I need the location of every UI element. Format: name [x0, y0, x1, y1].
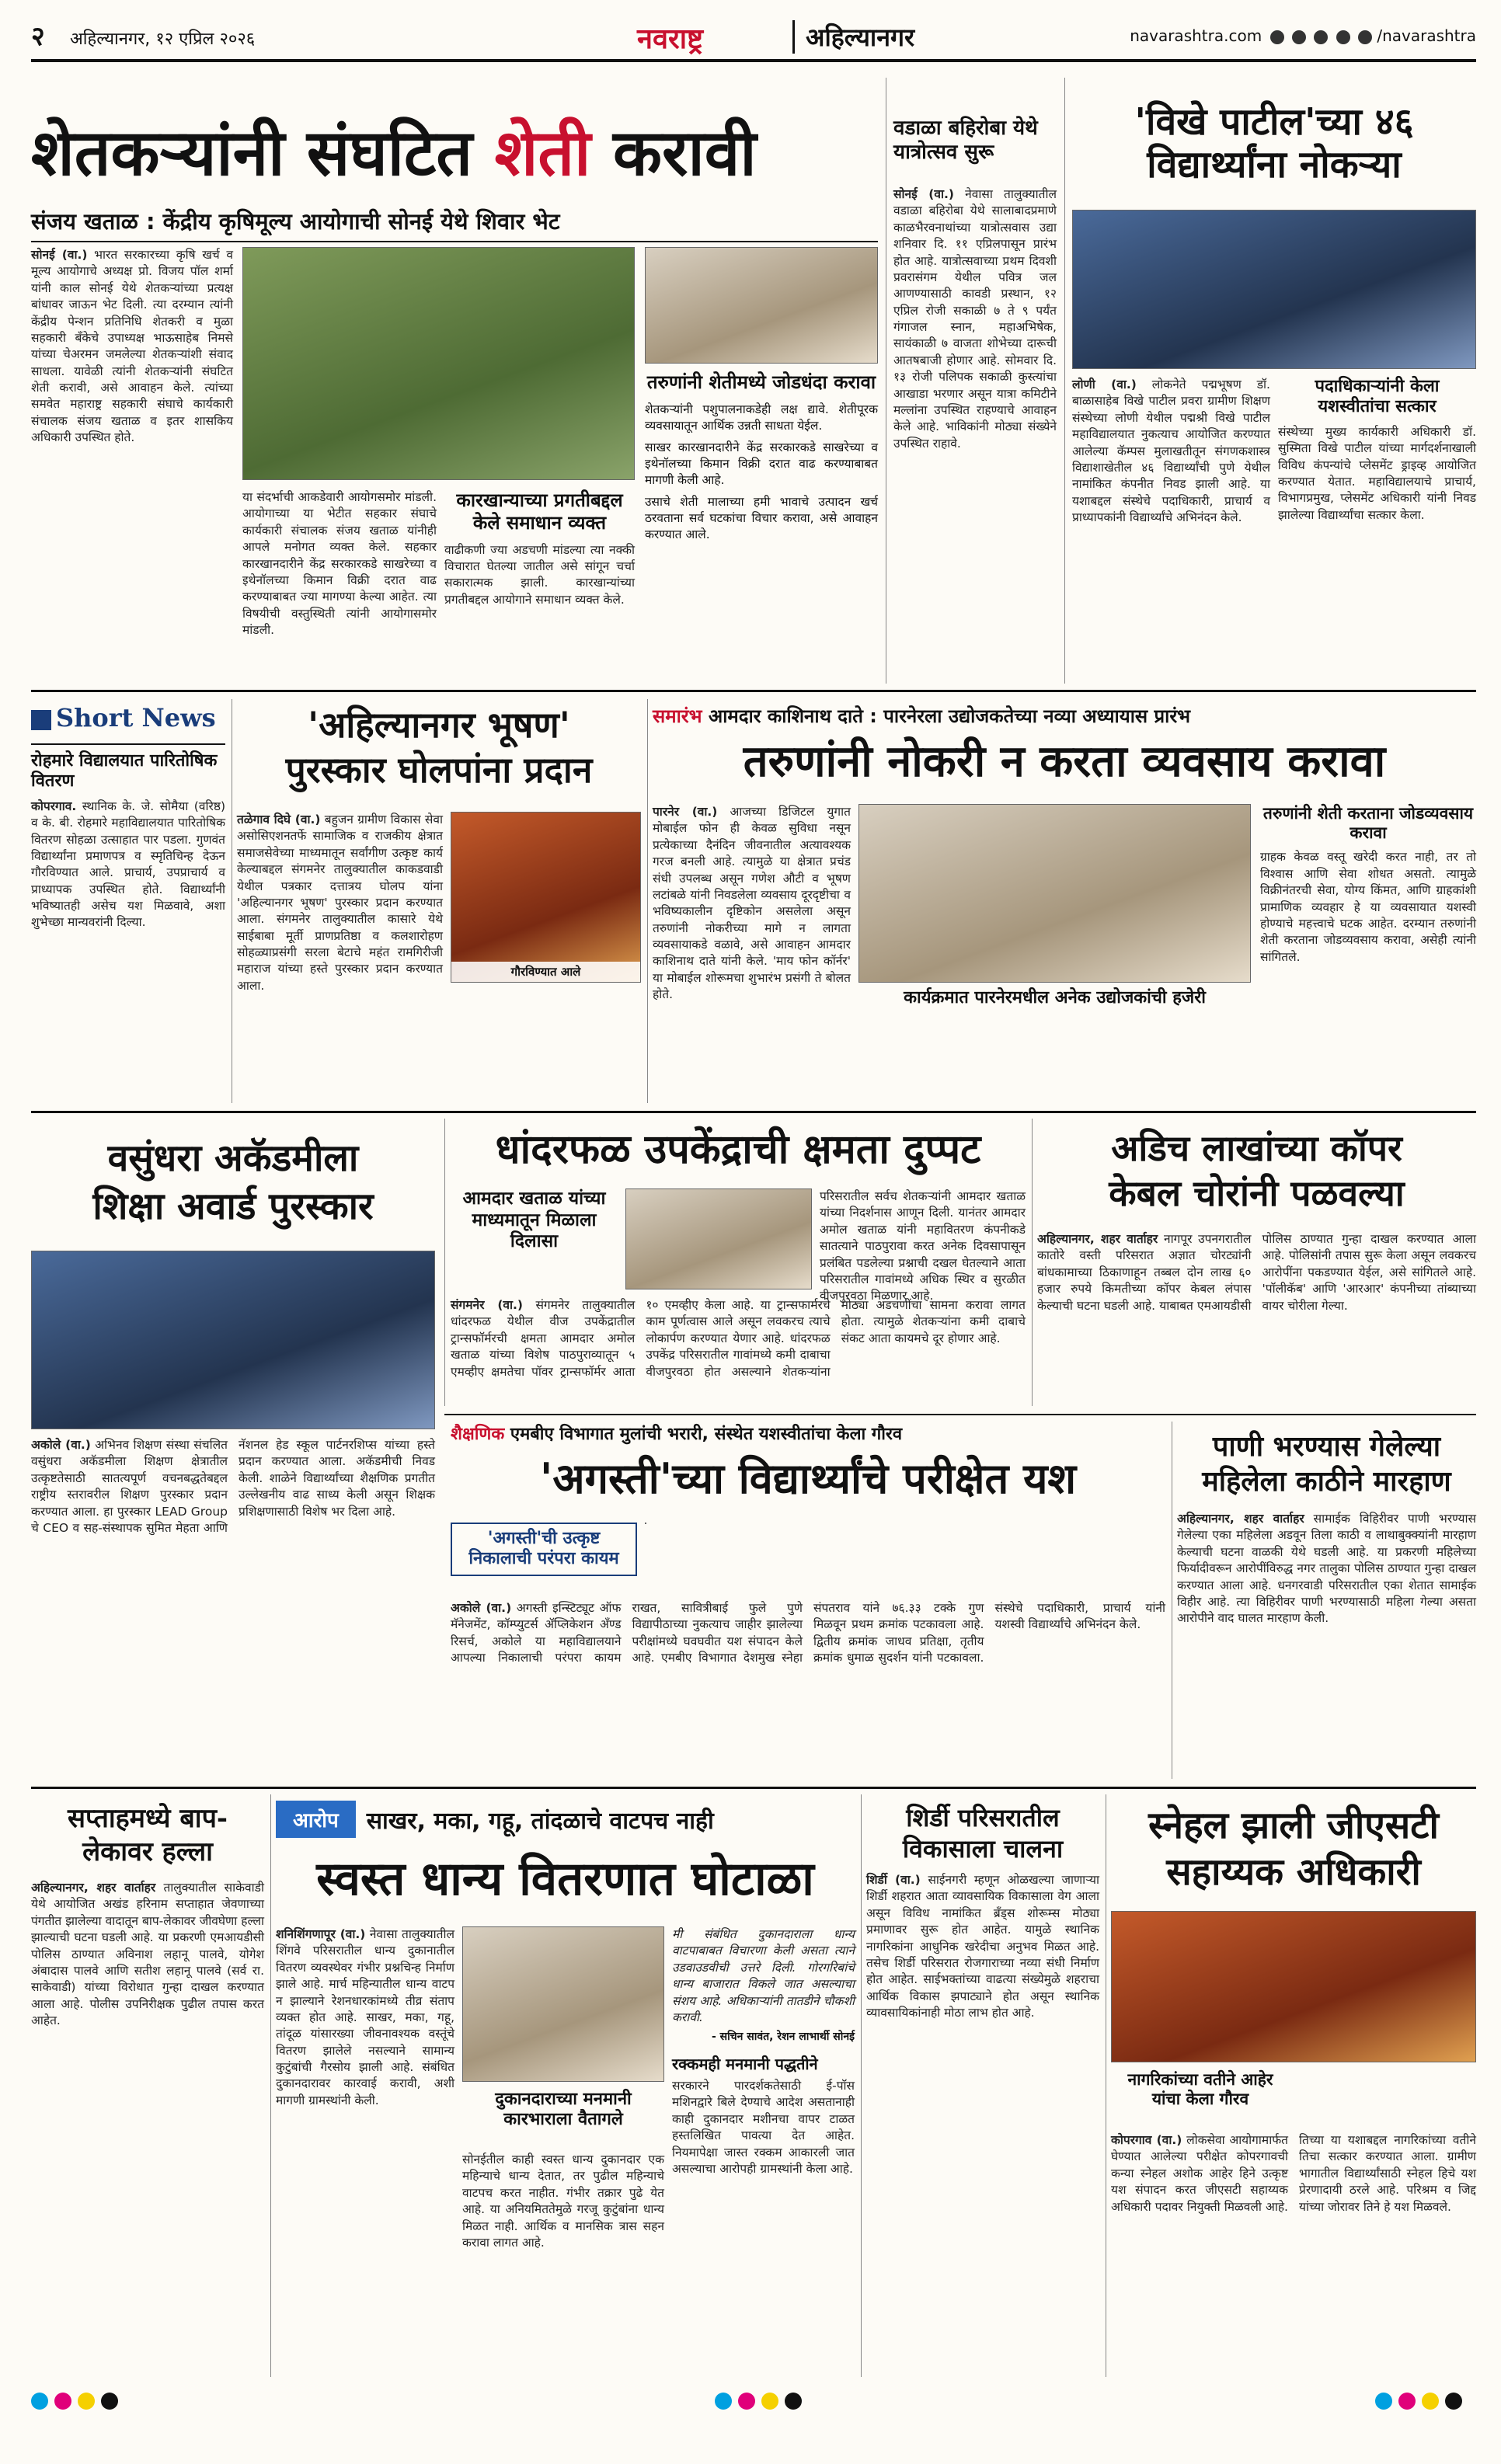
site-domain: navarashtra.com	[1130, 26, 1262, 45]
copper-title-line1: अडिच लाखांच्या कॉपर	[1111, 1127, 1402, 1169]
dhandarphal-subtitle: आमदार खताळ यांच्या माध्यमातून मिळाला दिलासा	[462, 1188, 606, 1252]
lead-headline-b: करावी	[612, 116, 757, 190]
lead-photo-field	[242, 247, 635, 480]
lead-headline-a: शेतकऱ्यांनी संघटित	[31, 116, 473, 190]
dhandarphal-text: संगमनेर तालुक्यातील धांदरफळ येथील वीज उपकेंद्रातील ट्रान्सफॉर्मरची क्षमता आमदार अमोल खताळ यांच्या विशेष पाठपुराव्यातून ५ एमव्हीए क्षमतेचा पॉवर ट्रान्सफॉर्मर आता १० एमव्हीए केला आहे. या ट्रान्सफार्मरचे काम पूर्णत्वास आले असून लवकरच त्याचे लोकार्पण करण्यात येणार आहे. धांदरफळ उपकेंद्र परिसरातील गावांमध्ये कमी दाबाचा वीजपुरवठा होत असल्याने शेतकऱ्यांना मोठ्या अडचणींचा सामना करावा लागत होता. त्यामुळे शेतकऱ्यांना कमी दाबाचे संकट आता कायमचे दूर होणार आहे.	[451, 1298, 1026, 1379]
pani-dateline: अहिल्यानगर, शहर वार्ताहर	[1177, 1512, 1304, 1526]
aarop-side	[672, 1926, 855, 2377]
bhushan-dateline: तळेगाव दिघे (वा.)	[237, 813, 321, 827]
lead-side-bullet3: उसाचे शेती मालाच्या हमी भावाचे उत्पादन खर्च ठरवताना सर्व घटकांचा विचार करावा, असे आवाहन करण्यात आले.	[645, 494, 878, 542]
yellow-dot	[1422, 2393, 1439, 2410]
vikhe-box	[1278, 377, 1476, 680]
column-rule	[270, 1794, 271, 2377]
copper-text: नागपूर उपनगरातील कातोरे वस्ती परिसरात अज्ञात चोरट्यांनी बांधकामाच्या ठिकाणाहून तब्बल दोन लाख ६० हजार रुपये किमतीच्या कॉपर केबल लंपास केल्याची घटना घडली आहे. याबाबत एमआयडीसी पोलिस ठाण्यात गुन्हा दाखल करण्यात आला आहे. पोलिसांनी तपास सुरू केला असून लवकरच आरोपींना पकडण्यात येईल, असे सांगितले आहे. 'पॉलीकॅब' आणि 'आरआर' कंपनीच्या तांब्याच्या वायर चोरीला गेल्या.	[1037, 1232, 1476, 1313]
shirdi-body	[866, 1872, 1099, 2377]
registration-marks	[1375, 2393, 1462, 2410]
bhushan-title-line1: 'अहिल्यानगर भूषण'	[308, 704, 570, 746]
lead-side-photo	[645, 247, 878, 364]
bhushan-title-line2: पुरस्कार घोलपांना प्रदान	[285, 748, 593, 791]
vasundhara-photo	[31, 1251, 435, 1429]
column-rule	[1032, 1119, 1033, 1406]
snehal-text: लोकसेवा आयोगामार्फत घेण्यात आलेल्या परीक्षेत कोपरगावची कन्या स्नेहल अशोक आहेर हिने उत्कृष्ट यश संपादन करत जीएसटी सहाय्यक अधिकारी पदावर नियुक्ती मिळवली आहे. तिच्या या यशाबद्दल नागरिकांच्या वतीने तिचा सत्कार करण्यात आला. ग्रामीण भागातील विद्यार्थ्यांसाठी स्नेहल हिचे यश प्रेरणादायी ठरले आहे. परिश्रम व जिद्द यांच्या जोरावर तिने हे यश मिळवले.	[1111, 2133, 1476, 2214]
dhandarphal-dateline: संगमनेर (वा.)	[451, 1298, 524, 1312]
samarambh-side	[1260, 804, 1476, 1103]
divider	[31, 1111, 1476, 1113]
snehal-dateline: कोपरगाव (वा.)	[1111, 2133, 1182, 2147]
aarop-box-body: सरकारने पारदर्शकतेसाठी ई-पॉस मशिनद्वारे बिले देण्याचे आदेश असतानाही काही दुकानदार मशीनचा वापर टाळत हस्तलिखित पावत्या देत आहेत. नियमापेक्षा जास्त रक्कम आकारली जात असल्याचा आरोपही ग्रामस्थांनी केला आहे.	[672, 2079, 855, 2176]
pani-title	[1177, 1429, 1476, 1499]
magenta-dot	[54, 2393, 71, 2410]
aarop-kicker-text: साखर, मका, गहू, तांदळाचे वाटपच नाही	[366, 1807, 714, 1835]
saptah-title-line1: सप्ताहमध्ये बाप-	[67, 1803, 228, 1834]
registration-marks	[31, 2393, 118, 2410]
vasundhara-text: अभिनव शिक्षण संस्था संचलित वसुंधरा अकॅडमीला शिक्षण क्षेत्रातील उत्कृष्टतेसाठी सातत्यपूर्ण वचनबद्धतेबद्दल राष्ट्रीय स्तरावरील शिक्षण पुरस्कार प्रदान करण्यात आला. हा पुरस्कार LEAD Group चे CEO व सह-संस्थापक सुमित मेहता आणि नॅशनल हेड स्कूल पार्टनरशिप्स यांच्या हस्ते प्रदान करण्यात आला. अकॅडमीची निवड केली. शाळेने विद्यार्थ्यांच्या शैक्षणिक प्रगतीत उल्लेखनीय वाढ साध्य केली असून शिक्षक प्रशिक्षणासाठी विशेष भर दिला आहे.	[31, 1438, 435, 1535]
snehal-photo-caption: नागरिकांच्या वतीने आहेर यांचा केला गौरव	[1127, 2070, 1273, 2109]
column-rule	[1064, 78, 1065, 684]
samarambh-side-title: तरुणांनी शेती करताना जोडव्यवसाय करावा	[1262, 804, 1474, 843]
facebook-icon	[1270, 30, 1284, 44]
page-number: २	[31, 21, 45, 52]
divider	[31, 690, 1476, 692]
agasti-kicker	[451, 1422, 1165, 1445]
aarop-quote-by: - सचिन सावंत, रेशन लाभार्थी सोनई	[711, 2031, 855, 2044]
saptah-title-line2: लेकावर हल्ला	[82, 1836, 213, 1867]
aarop-text: नेवासा तालुक्यातील शिंगवे परिसरातील धान्य दुकानातील वितरण व्यवस्थेवर गंभीर प्रश्नचिन्ह निर्माण झाले आहे. मार्च महिन्यातील धान्य वाटप न झाल्याने रेशनधारकांमध्ये तीव्र संताप व्यक्त होत आहे. साखर, मका, गहू, तांदूळ यांसारख्या जीवनावश्यक वस्तूंचे वितरण झालेले नसल्याने सामान्य कुटुंबांची गैरसोय झाली आहे. संबंधित दुकानदारावर कारवाई करावी, अशी मागणी ग्रामस्थांनी केली.	[276, 1927, 454, 2107]
samarambh-body	[653, 804, 851, 1103]
vikhe-box-title: पदाधिकाऱ्यांनी केला यशस्वीतांचा सत्कार	[1315, 377, 1440, 417]
shirdi-text: साईनगरी म्हणून ओळखल्या जाणाऱ्या शिर्डी शहरात आता व्यावसायिक विकासाला वेग आला असून विविध नामांकित ब्रँड्स शोरूम्स मोठ्या प्रमाणावर सुरू होत आहेत. यामुळे स्थानिक नागरिकांना आधुनिक खरेदीचा अनुभव मिळत आहे. तसेच शिर्डी परिसरात रोजगाराच्या नव्या संधी निर्माण होत आहेत. साईभक्तांच्या वाढत्या संख्येमुळे शहराचा आर्थिक विकास झपाट्याने होत असून स्थानिक व्यावसायिकांनाही मोठा लाभ होत आहे.	[866, 1873, 1099, 2020]
lead-body1: भारत सरकारच्या कृषि खर्च व मूल्य आयोगाचे अध्यक्ष प्रो. विजय पॉल शर्मा यांनी काल सोनई येथे शेतकऱ्यांच्या प्रत्यक्ष बांधावर जाऊन भेट दिली. त्या दरम्यान त्यांनी केंद्रीय पेन्शन प्रतिनिधि शेतकरी व मुळा सहकारी बँकेचे उपाध्यक्ष भाऊसाहेब निमसे यांच्या चेअरमन जमलेल्या शेतकऱ्यांशी संवाद साधला. यावेळी त्यांनी शेतकऱ्यांनी संघटित शेती करावी, असे आवाहन केले. त्यांच्या समवेत महाराष्ट्र सहकारी संघाचे कार्यकारी संचालक संजय खताळ व इतर शासकिय अधिकारी उपस्थित होते.	[31, 248, 233, 445]
bhushan-text: बहुजन ग्रामीण विकास सेवा असोसिएशनतर्फे सामाजिक व राजकीय क्षेत्रात समाजसेवेच्या माध्यमातून सर्वांगीण उत्कृष्ट कार्य केल्याबद्दल संगमनेर तालुक्यातील काकडवाडी येथील पत्रकार दत्तात्रय घोलप यांना 'अहिल्यानगर भूषण' पुरस्कार प्रदान करण्यात आला. संगमनेर तालुक्यातील कासारे येथे साईबाबा मूर्ती प्राणप्रतिष्ठा व कलशारोहण सोहळ्याप्रसंगी सरला बेटाचे महंत रामगिरीजी महाराज यांच्या हस्ते पुरस्कार प्रदान करण्यात आला.	[237, 813, 443, 993]
aarop-kicker-label: आरोप	[276, 1801, 356, 1838]
samarambh-kicker	[653, 703, 1476, 729]
pani-text: सामाईक विहिरीवर पाणी भरण्यास गेलेल्या एका महिलेला अडवून तिला काठी व लाथाबुक्क्यांनी मारहाण केल्याची घटना वाळकी येथे घडली आहे. या प्रकरणी महिलेच्या फिर्यादीवरून आरोपींविरुद्ध नगर तालुका पोलिस ठाण्यात गुन्हा दाखल करण्यात आला आहे. धनगरवाडी परिसरातील एका शेतात सामाईक विहीर आहे. त्या विहिरीवर पाणी भरण्यासाठी महिला गेल्या असता आरोपीने वाद घालत मारहाण केली.	[1177, 1512, 1476, 1626]
vasundhara-title-line1: वसुंधरा अकॅडमीला	[107, 1136, 359, 1180]
copper-title	[1037, 1126, 1476, 1216]
aarop-photo	[462, 1926, 664, 2082]
site-url	[1130, 26, 1476, 45]
section-name: अहिल्यानगर	[792, 20, 914, 54]
vasundhara-body	[31, 1437, 435, 1779]
vasundhara-dateline: अकोले (वा.)	[31, 1438, 91, 1452]
cyan-dot	[31, 2393, 48, 2410]
black-dot	[1445, 2393, 1462, 2410]
vikhe-text: लोकनेते पद्मभूषण डॉ. बाळासाहेब विखे पाटील प्रवरा ग्रामीण शिक्षण संस्थेच्या लोणी येथील पद्मश्री विखे पाटील महाविद्यालयात नुकत्याच आयोजित करण्यात आलेल्या कॅम्पस मुलाखतीतून संगणकशास्त्र विद्याशाखेतील ४६ विद्यार्थ्यांची पुणे येथील नामांकित कंपनीत निवड झाली आहे. या यशाबद्दल संस्थेचे पदाधिकारी, प्राचार्य व प्राध्यापकांनी विद्यार्थ्यांचे अभिनंदन केले.	[1072, 378, 1270, 524]
bhushan-photo-caption: गौरविण्यात आले	[451, 962, 640, 982]
cyan-dot	[1375, 2393, 1392, 2410]
shirdi-title-line1: शिर्डी परिसरातील	[906, 1803, 1060, 1832]
copper-dateline: अहिल्यानगर, शहर वार्ताहर	[1037, 1232, 1158, 1246]
aarop-box-title: रक्कमही मनमानी पद्धतीने	[672, 2055, 818, 2074]
dhandarphal-body2: परिसरातील सर्वच शेतकऱ्यांनी आमदार खताळ यांच्या निदर्शनास आणून दिली. यानंतर आमदार अमोल खताळ यांनी महावितरण कंपनीकडे सातत्याने पाठपुरावा करत अनेक दिवसापासून प्रलंबित पडलेल्या प्रश्नाची दखल घेतल्याने आता परिसरातील गावांमध्ये अधिक स्थिर व सुरळीत वीजपुरवठा मिळणार आहे.	[820, 1189, 1026, 1303]
wadala-body	[893, 186, 1057, 680]
vasundhara-title	[31, 1134, 435, 1231]
twitter-icon	[1292, 30, 1306, 44]
agasti-title: 'अगस्ती'च्या विद्यार्थ्यांचे परीक्षेत यश	[539, 1453, 1077, 1503]
vikhe-title: 'विखे पाटील'च्या ४६ विद्यार्थ्यांना नोकऱ्या	[1134, 100, 1414, 187]
column-rule	[861, 1794, 862, 2377]
lead-side-title: तरुणांनी शेतीमध्ये जोडधंदा करावा	[646, 371, 876, 393]
lead-side-bullet1: शेतकऱ्यांनी पशुपालनाकडेही लक्ष द्यावे. शेतीपूरक व्यवसायातून आर्थिक उन्नती साधता येईल.	[645, 402, 878, 433]
snehal-title-line2: सहाय्यक अधिकारी	[1166, 1850, 1421, 1894]
dhandarphal-title: धांदरफळ उपकेंद्राची क्षमता दुप्पट	[495, 1126, 981, 1173]
divider	[444, 1414, 1476, 1415]
samarambh-title: तरुणांनी नोकरी न करता व्यवसाय करावा	[743, 736, 1386, 787]
magenta-dot	[1398, 2393, 1416, 2410]
yellow-dot	[761, 2393, 778, 2410]
black-dot	[785, 2393, 802, 2410]
vikhe-box-body: संस्थेच्या मुख्य कार्यकारी अधिकारी डॉ. सुस्मिता विखे पाटील यांच्या मार्गदर्शनाखाली विविध कंपन्यांचे प्लेसमेंट ड्राइव्ह आयोजित करण्यात येतात. महाविद्यालयाचे प्राचार्य, विभागप्रमुख, प्लेसमेंट अधिकारी यांनी निवड झालेल्या विद्यार्थ्यांचा सत्कार केला.	[1278, 424, 1476, 522]
agasti-text: अगस्ती इन्स्टिट्यूट ऑफ मॅनेजमेंट, कॉम्प्युटर्स ॲप्लिकेशन अँण्ड रिसर्च, अकोले या महाविद्यालयाने आपल्या निकालाची परंपरा कायम राखत, सावित्रीबाई फुले पुणे विद्यापीठाच्या नुकत्याच जाहीर झालेल्या परीक्षांमध्ये घवघवीत यश संपादन केले आहे. एमबीए विभागात देशमुख स्नेहा संपतराव यांने ७६.३३ टक्के गुण मिळवून प्रथम क्रमांक पटकावला आहे. द्वितीय क्रमांक जाधव प्रतिक्षा, तृतीय क्रमांक धुमाळ सुदर्शन यांनी पटकावला. संस्थेचे पदाधिकारी, प्राचार्य यांनी यशस्वी विद्यार्थ्यांचे अभिनंदन केले.	[451, 1601, 1165, 1665]
lead-photo-caption-box	[444, 489, 635, 643]
aarop-title: स्वस्त धान्य वितरणात घोटाळा	[316, 1852, 814, 1906]
short-news	[31, 703, 225, 1103]
short-news-title: रोहमारे विद्यालयात पारितोषिक वितरण	[31, 743, 225, 792]
copper-title-line2: केबल चोरांनी पळवल्या	[1109, 1171, 1405, 1214]
aarop-body	[276, 1926, 454, 2377]
snehal-photo	[1111, 1911, 1476, 2062]
paper-logo: नवराष्ट्र	[637, 23, 704, 55]
saptah-dateline: अहिल्यानगर, शहर वार्ताहर	[31, 1881, 156, 1895]
samarambh-side-body: ग्राहक केवळ वस्तू खरेदी करत नाही, तर तो विश्वास आणि सेवा शोधत असतो. त्यामुळे विक्रीनंतरची सेवा, योग्य किंमत, आणि ग्राहकांशी प्रामाणिक व्यवहार हे या व्यवसायात यशस्वी होण्याचे महत्त्वाचे घटक आहेत. दरम्यान तरुणांनी शेती करताना जोडव्यवसाय करावा, असेही त्यांनी सांगितले.	[1260, 850, 1476, 964]
agasti-kicker-label: शैक्षणिक	[451, 1425, 505, 1444]
registration-marks	[715, 2393, 802, 2410]
instagram-icon	[1314, 30, 1328, 44]
column-rule	[647, 699, 648, 1103]
lead-subhead: संजय खताळ : केंद्रीय कृषिमूल्य आयोगाची सोनई येथे शिवार भेट	[31, 208, 560, 235]
wadala-text: नेवासा तालुक्यातील वडाळा बहिरोबा येथे सालाबादप्रमाणे काळभैरवनाथांच्या यात्रोत्सवास उद्या शनिवार दि. ११ एप्रिलपासून प्रारंभ होत आहे. यात्रोत्सवाच्या प्रथम दिवशी प्रवरासंगम येथील पवित्र जल आणण्यासाठी कावडी प्रस्थान, १२ एप्रिल रोजी सकाळी ७ ते ९ पर्यंत गंगाजल स्नान, महाअभिषेक, सायंकाळी ७ वाजता शोभेच्या दारूची आतषबाजी होणार आहे. सोमवार दि. १३ रोजी पलिपक सकाळी कुस्त्यांचा आखाडा भरणार असून यात्रा कमिटीने मल्लांना उपस्थित राहण्याचे आवाहन केले आहे. भाविकांनी मोठ्या संख्येने उपस्थित राहावे.	[893, 187, 1057, 451]
bhushan-body	[237, 812, 443, 1103]
wadala-title: वडाळा बहिरोबा येथे यात्रोत्सव सुरू	[893, 117, 1038, 165]
agasti-spacer	[645, 1523, 646, 1524]
shirdi-title-line2: विकासाला चालना	[902, 1834, 1064, 1864]
column-rule	[444, 1119, 445, 1406]
social-handle: /navarashtra	[1377, 26, 1476, 45]
agasti-dateline: अकोले (वा.)	[451, 1601, 512, 1615]
short-news-body	[31, 799, 225, 931]
samarambh-kicker-text: आमदार काशिनाथ दाते : पारनेरला उद्योजकतेच्या नव्या अध्यायास प्रारंभ	[708, 705, 1191, 727]
samarambh-text: आजच्या डिजिटल युगात मोबाईल फोन ही केवळ सुविधा नसून प्रत्येकाच्या दैनंदिन जीवनातील अत्यावश्यक गरज बनली आहे. त्यामुळे या क्षेत्रात प्रचंड संधी उपलब्ध असून गणेश औटी व भूषण लटांबळे यांनी निवडलेला व्यवसाय दूरदृष्टीचा व भविष्यकालीन दृष्टिकोन असलेला असून तरुणांनी नोकरीच्या मागे न लागता व्यवसायाकडे वळावे, असे आवाहन आमदार काशिनाथ दाते यांनी केले. 'माय फोन कॉर्नर' या मोबाईल शोरूमचा शुभारंभ प्रसंगी ते बोलत होते.	[653, 805, 851, 1002]
aarop-photo-caption: दुकानदाराच्या मनमानी कारभाराला वैतागले	[495, 2090, 632, 2130]
magenta-dot	[738, 2393, 755, 2410]
snehal-body	[1111, 2132, 1476, 2377]
short-news-label	[31, 703, 225, 733]
lead-side	[645, 247, 878, 678]
linkedin-icon	[1358, 30, 1372, 44]
copper-body	[1037, 1231, 1476, 1406]
short-news-label-text: Short News	[56, 703, 216, 733]
vasundhara-title-line2: शिक्षा अवार्ड पुरस्कार	[92, 1185, 374, 1229]
short-news-icon	[31, 710, 51, 730]
black-dot	[101, 2393, 118, 2410]
aarop-quote: मी संबंधित दुकानदाराला धान्य वाटपाबाबत विचारणा केली असता त्याने उडवाउडवीची उत्तरे दिली. गोरगरिबांचे धान्य बाजारात विकले जात असल्याचा संशय आहे. अधिकाऱ्यांनी तातडीने चौकशी करावी.	[672, 1927, 855, 2024]
lead-body-col3: वाढीकणी ज्या अडचणी मांडल्या त्या नक्की विचारात घेतल्या जातील असे सांगून चर्चा सकारात्मक झाली. कारखान्यांच्या प्रगतीबद्दल आयोगाने समाधान व्यक्त केले.	[444, 542, 635, 607]
cyan-dot	[715, 2393, 732, 2410]
saptah-title	[31, 1802, 264, 1868]
saptah-body	[31, 1880, 264, 2377]
snehal-title-line1: स्नेहल झाली जीएसटी	[1148, 1804, 1439, 1847]
saptah-text: तालुक्यातील साकेवाडी येथे आयोजित अखंड हरिनाम सप्ताहात जेवणाच्या पंगतीत झालेल्या वादातून बाप-लेकावर जीवघेणा हल्ला झाल्याची घटना घडली आहे. या प्रकरणी एमआयडीसी पोलिस ठाण्यात अविनाश लहानू पालवे, योगेश अंबादास पालवे आणि सतीश लहानू पालवे (सर्व रा. साकेवाडी) यांच्या विरोधात गुन्हा दाखल करण्यात आला आहे. पोलीस उपनिरीक्षक पुढील तपास करत आहेत.	[31, 1881, 264, 2027]
aarop-kicker	[276, 1801, 855, 1838]
pani-title-line2: महिलेला काठीने मारहाण	[1202, 1465, 1451, 1498]
lead-headline-red: शेती	[494, 116, 591, 190]
agasti-body	[451, 1600, 1165, 1779]
vikhe-photo	[1072, 210, 1476, 369]
lead-body-col1	[31, 247, 233, 678]
wadala-dateline: सोनई (वा.)	[893, 187, 954, 201]
bhushan-title	[237, 703, 641, 792]
samarambh-dateline: पारनेर (वा.)	[653, 805, 718, 819]
yellow-dot	[78, 2393, 95, 2410]
lead-photo-caption: कारखान्याच्या प्रगतीबद्दल केले समाधान व्यक्त	[456, 489, 623, 534]
lead-body-col2: या संदर्भाची आकडेवारी आयोगसमोर मांडली. आयोगाच्या या भेटीत सहकार संघाचे कार्यकारी संचालक संजय खताळ यांनीही आपले मनोगत व्यक्त केले. सहकार कारखानदारीने केंद्र सरकारकडे साखरेच्या व इथेनॉलच्या किमान विक्री दरात वाढ करण्याबाबत ज्या मागण्या केल्या आहेत. त्या विषयीची वस्तुस्थिती त्यांनी आयोगासमोर मांडली.	[242, 490, 437, 637]
aarop-body2: सोनईतील काही स्वस्त धान्य दुकानदार एक महिन्याचे धान्य देतात, तर पुढील महिन्याचे वाटपच करत नाहीत. गंभीर तक्रार पुढे येत आहे. या अनियमिततेमुळे गरजू कुटुंबांना धान्य मिळत नाही. आर्थिक व मानसिक त्रास सहन करावा लागत आहे.	[462, 2153, 664, 2250]
aarop-dateline: शनिशिंगणापूर (वा.)	[276, 1927, 366, 1941]
samarambh-kicker-label: समारंभ	[653, 705, 702, 727]
bhushan-photo	[451, 812, 641, 983]
agasti-kicker-text: एमबीए विभागात मुलांची भरारी, संस्थेत यशस्वीतांचा केला गौरव	[510, 1425, 903, 1444]
masthead	[31, 16, 1476, 62]
short-news-dateline: कोपरगाव.	[31, 799, 77, 813]
youtube-icon	[1336, 30, 1350, 44]
samarambh-photo	[858, 804, 1251, 983]
samarambh-photo-caption: कार्यक्रमात पारनेरमधील अनेक उद्योजकांची हजेरी	[904, 988, 1206, 1008]
shirdi-title	[866, 1802, 1099, 1864]
dhandarphal-photo	[625, 1188, 812, 1289]
masthead-date: अहिल्यानगर, १२ एप्रिल २०२६	[70, 30, 256, 49]
lead-side-bullet2: साखर कारखानदारीने केंद्र सरकारकडे साखरेच्या व इथेनॉलच्या किमान विक्री दरात वाढ करण्याबाबत मागणी केली आहे.	[645, 440, 878, 488]
pani-title-line1: पाणी भरण्यास गेलेल्या	[1212, 1430, 1441, 1463]
short-news-text: स्थानिक के. जे. सोमैया (वरिष्ठ) व के. बी. रोहमारे महाविद्यालयात पारितोषिक वितरण सोहळा उत्साहात पार पडला. गुणवंत विद्यार्थ्यांना प्रमाणपत्र व स्मृतिचिन्ह देऊन गौरविण्यात आले. प्राचार्य, उपप्राचार्य व प्राध्यापक उपस्थित होते. विद्यार्थ्यांनी भविष्यातही असेच यश मिळवावे, अशा शुभेच्छा मान्यवरांनी दिल्या.	[31, 799, 225, 930]
vikhe-body	[1072, 377, 1270, 680]
lead-headline	[31, 117, 878, 190]
lead-dateline: सोनई (वा.)	[31, 248, 88, 262]
pani-body	[1177, 1511, 1476, 1779]
agasti-box: 'अगस्ती'ची उत्कृष्ट निकालाची परंपरा कायम	[451, 1523, 637, 1576]
shirdi-dateline: शिर्डी (वा.)	[866, 1873, 921, 1887]
dhandarphal-body	[451, 1297, 1026, 1406]
vikhe-dateline: लोणी (वा.)	[1072, 378, 1137, 392]
snehal-title	[1111, 1802, 1476, 1895]
divider	[31, 241, 878, 242]
divider	[31, 1787, 1476, 1789]
